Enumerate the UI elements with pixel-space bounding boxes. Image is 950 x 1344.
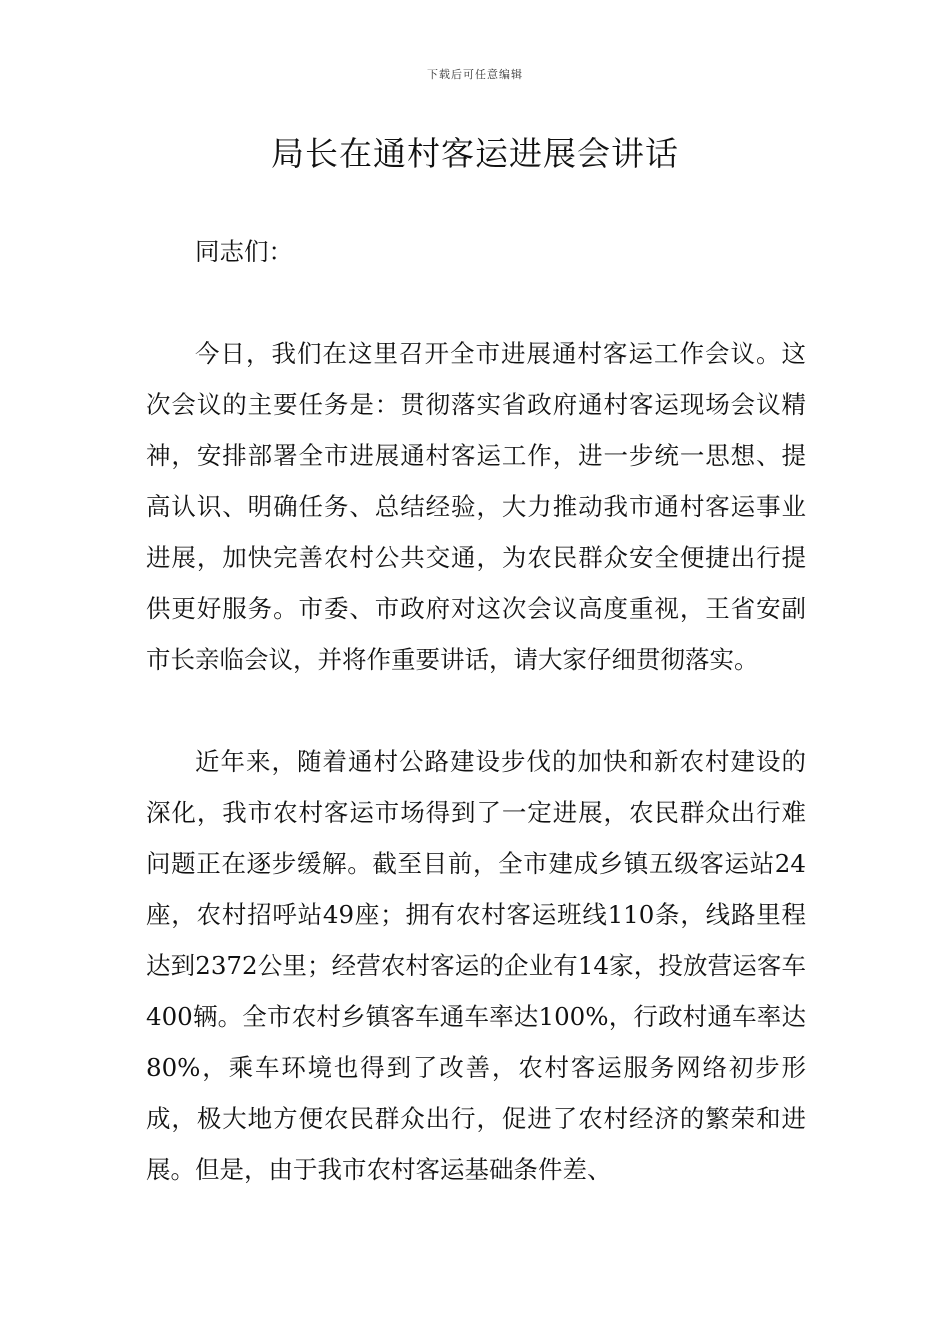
document-title: 局长在通村客运进展会讲话 xyxy=(271,134,679,173)
document-body xyxy=(146,226,806,1195)
salutation: 同志们： xyxy=(195,237,293,266)
body-paragraph-1: 今日，我们在这里召开全市进展通村客运工作会议。这次会议的主要任务是：贯彻落实省政府通村客运现场会议精神，安排部署全市进展通村客运工作，进一步统一思想、提高认识、明确任务、总结经验，大力推动我市通村客运事业进展，加快完善农村公共交通，为农民群众安全便捷出行提供更好服务。市委、市政府对这次会议高度重视，王省安副市长亲临会议，并将作重要讲话，请大家仔细贯彻落实。 xyxy=(146,339,806,674)
body-paragraph-2: 近年来，随着通村公路建设步伐的加快和新农村建设的深化，我市农村客运市场得到了一定进展，农民群众出行难问题正在逐步缓解。截至目前，全市建成乡镇五级客运站24座，农村招呼站49座；拥有农村客运班线110条，线路里程达到2372公里；经营农村客运的企业有14家，投放营运客车400辆。全市农村乡镇客车通车率达100%，行政村通车率达80%，乘车环境也得到了改善，农村客运服务网络初步形成，极大地方便农民群众出行，促进了农村经济的繁荣和进展。但是，由于我市农村客运基础条件差、 xyxy=(146,747,806,1184)
paragraph-spacer xyxy=(146,685,806,736)
paragraph-spacer xyxy=(146,277,806,328)
header-note: 下载后可任意编辑 xyxy=(427,68,523,81)
